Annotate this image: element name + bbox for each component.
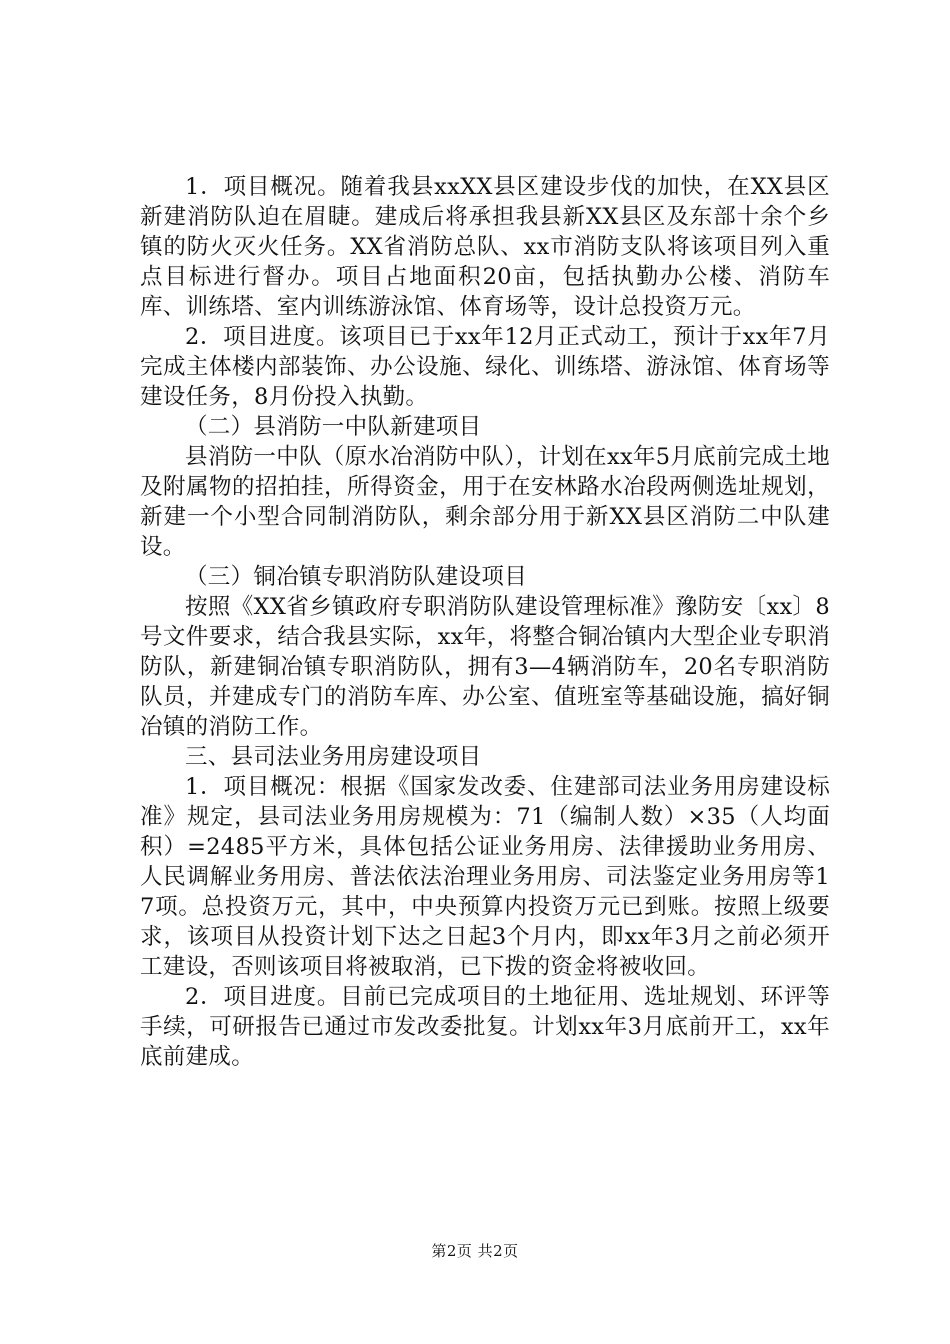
- paragraph-project-progress-1: 2．项目进度。该项目已于xx年12月正式动工，预计于xx年7月完成主体楼内部装饰、办公设施、绿化、训练塔、游泳馆、体育场等建设任务，8月份投入执勤。: [140, 324, 830, 410]
- paragraph-fire-squad-1: 县消防一中队（原水冶消防中队），计划在xx年5月底前完成土地及附属物的招拍挂，所得资金，用于在安林路水冶段两侧选址规划，新建一个小型合同制消防队，剩余部分用于新XX县区消防二中队建设。: [140, 444, 830, 560]
- section-heading-judicial-building: 三、县司法业务用房建设项目: [185, 744, 482, 770]
- paragraph-judicial-progress: 2．项目进度。目前已完成项目的土地征用、选址规划、环评等手续，可研报告已通过市发改委批复。计划xx年3月底前开工，xx年底前建成。: [140, 984, 830, 1070]
- paragraph-project-overview-1: 1．项目概况。随着我县xxXX县区建设步伐的加快，在XX县区新建消防队迫在眉睫。建成后将承担我县新XX县区及东部十余个乡镇的防火灭火任务。XX省消防总队、xx市消防支队将该项目列入重点目标进行督办。项目占地面积20亩，包括执勤办公楼、消防车库、训练塔、室内训练游泳馆、体育场等，设计总投资万元。: [140, 174, 830, 320]
- section-heading-tongye-fire-team: （三）铜冶镇专职消防队建设项目: [185, 564, 528, 590]
- paragraph-judicial-overview: 1．项目概况：根据《国家发改委、住建部司法业务用房建设标准》规定，县司法业务用房规模为：71（编制人数）×35（人均面积）=2485平方米，具体包括公证业务用房、法律援助业务用房、人民调解业务用房、普法依法治理业务用房、司法鉴定业务用房等17项。总投资万元，其中，中央预算内投资万元已到账。按照上级要求，该项目从投资计划下达之日起3个月内，即xx年3月之前必须开工建设，否则该项目将被取消，已下拨的资金将被收回。: [140, 774, 830, 980]
- document-body: [140, 172, 830, 1072]
- section-heading-fire-squad-1: （二）县消防一中队新建项目: [185, 414, 482, 440]
- paragraph-tongye-fire-team: 按照《XX省乡镇政府专职消防队建设管理标准》豫防安〔xx〕8号文件要求，结合我县实际，xx年，将整合铜冶镇内大型企业专职消防队，新建铜冶镇专职消防队，拥有3—4辆消防车，20名专职消防队员，并建成专门的消防车库、办公室、值班室等基础设施，搞好铜冶镇的消防工作。: [140, 594, 830, 740]
- page-number-footer: 第2页 共2页: [431, 1242, 519, 1260]
